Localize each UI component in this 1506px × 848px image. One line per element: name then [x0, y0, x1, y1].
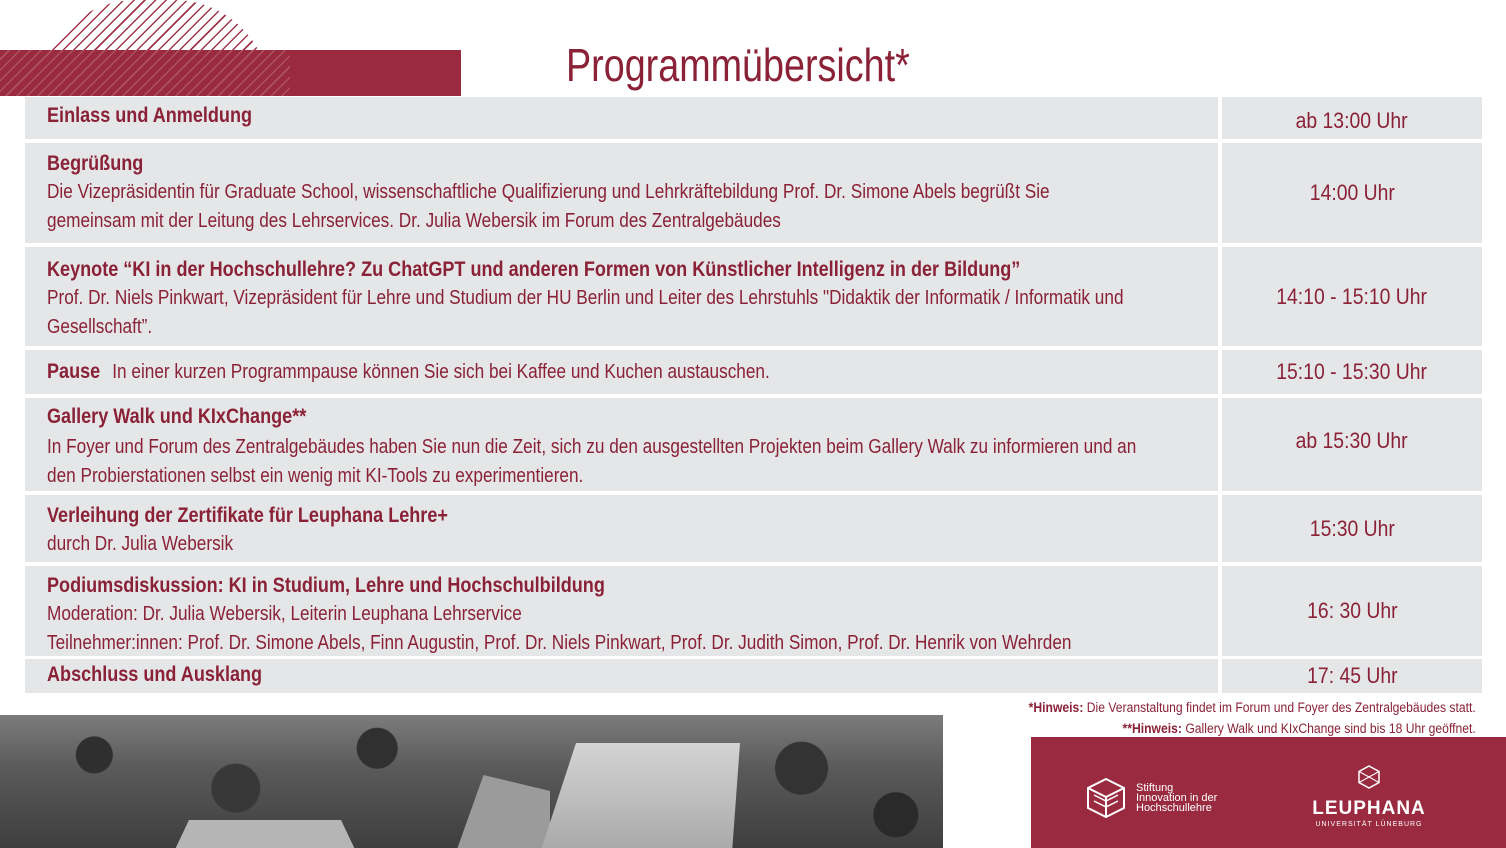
- program-inline-text: In einer kurzen Programmpause können Sie sich bei Kaffee und Kuchen austauschen.: [112, 361, 770, 383]
- leuphana-hexagon-icon: [1358, 765, 1380, 789]
- program-heading: Podiumsdiskussion: KI in Studium, Lehre und Hochschulbildung: [47, 574, 605, 597]
- program-description: [25, 566, 1218, 656]
- program-row-zertifikate: [25, 495, 1482, 562]
- program-time: 16: 30 Uhr: [1222, 566, 1482, 656]
- program-row-abschluss: [25, 659, 1482, 693]
- leuphana-logo: [1289, 765, 1449, 828]
- footnote: **Hinweis: Gallery Walk und KIxChange sind bis 18 Uhr geöffnet.: [1122, 721, 1476, 736]
- program-row-pause: [25, 350, 1482, 394]
- program-text: den Probierstationen selbst ein wenig mit KI-Tools zu experimentieren.: [47, 465, 584, 487]
- program-time: 17: 45 Uhr: [1222, 659, 1482, 693]
- program-row-podiumsdiskussion: [25, 566, 1482, 656]
- program-time: 15:30 Uhr: [1222, 495, 1482, 562]
- program-text: Moderation: Dr. Julia Webersik, Leiterin Leuphana Lehrservice: [47, 603, 522, 625]
- program-heading: Gallery Walk und KIxChange**: [47, 405, 307, 428]
- program-text: gemeinsam mit der Leitung des Lehrservices. Dr. Julia Webersik im Forum des Zentralgebäudes: [47, 210, 781, 232]
- stiftung-text: Innovation in der: [1136, 792, 1218, 804]
- page-title: Programmübersicht*: [566, 39, 910, 91]
- program-time: 15:10 - 15:30 Uhr: [1222, 350, 1482, 394]
- program-description: [25, 350, 1218, 394]
- program-text: [47, 357, 1054, 387]
- stiftung-logo: [1086, 777, 1217, 819]
- stiftung-text: Stiftung: [1136, 782, 1174, 794]
- program-description: [25, 143, 1218, 243]
- program-text: Die Vizepräsidentin für Graduate School, wissenschaftliche Qualifizierung und Lehrkräftebildung Prof. Dr. Simone Abels begrüßt Sie: [47, 181, 1050, 203]
- program-heading: Keynote “KI in der Hochschullehre? Zu ChatGPT und anderen Formen von Künstlicher Intelligenz in der Bildung”: [47, 258, 1021, 281]
- leuphana-name: LEUPHANA: [1312, 798, 1426, 819]
- program-description: [25, 97, 1218, 139]
- stiftung-cube-icon: [1086, 777, 1126, 819]
- program-row-begruessung: [25, 143, 1482, 243]
- program-heading: Einlass und Anmeldung: [47, 104, 253, 127]
- program-description: [25, 659, 1218, 693]
- program-heading: Abschluss und Ausklang: [47, 663, 263, 686]
- program-table: [25, 97, 1482, 697]
- program-heading: Pause: [47, 360, 101, 383]
- program-row-gallery-walk: [25, 398, 1482, 491]
- program-text: Prof. Dr. Niels Pinkwart, Vizepräsident für Lehre und Studium der HU Berlin und Leiter des Lehrstuhls "Didaktik der Informatik / Informatik und: [47, 287, 1124, 309]
- logo-panel: [1031, 737, 1506, 848]
- leuphana-subtitle: UNIVERSITÄT LÜNEBURG: [1315, 821, 1423, 828]
- program-text: durch Dr. Julia Webersik: [47, 533, 234, 555]
- program-time: ab 13:00 Uhr: [1222, 97, 1482, 139]
- program-heading: Begrüßung: [47, 152, 144, 175]
- program-text: Teilnehmer:innen: Prof. Dr. Simone Abels, Finn Augustin, Prof. Dr. Niels Pinkwart, Prof. Dr. Judith Simon, Prof. Dr. Henrik von Wehrden: [47, 632, 1072, 654]
- program-text: In Foyer und Forum des Zentralgebäudes haben Sie nun die Zeit, sich zu den ausgestellten Projekten beim Gallery Walk zu informieren und an: [47, 436, 1137, 458]
- program-time: 14:10 - 15:10 Uhr: [1222, 247, 1482, 346]
- program-time: ab 15:30 Uhr: [1222, 398, 1482, 491]
- decorative-band: [0, 50, 461, 96]
- footnote: *Hinweis: Die Veranstaltung findet im Forum und Foyer des Zentralgebäudes statt.: [1028, 700, 1476, 715]
- program-row-keynote: [25, 247, 1482, 346]
- program-row-einlass: [25, 97, 1482, 139]
- program-time: 14:00 Uhr: [1222, 143, 1482, 243]
- program-description: [25, 247, 1218, 346]
- program-description: [25, 398, 1218, 491]
- footnotes: [979, 697, 1476, 739]
- program-description: [25, 495, 1218, 562]
- stiftung-text: Hochschullehre: [1136, 802, 1212, 814]
- campus-photo: [0, 715, 943, 848]
- program-heading: Verleihung der Zertifikate für Leuphana Lehre+: [47, 504, 448, 527]
- program-text: Gesellschaft”.: [47, 316, 153, 338]
